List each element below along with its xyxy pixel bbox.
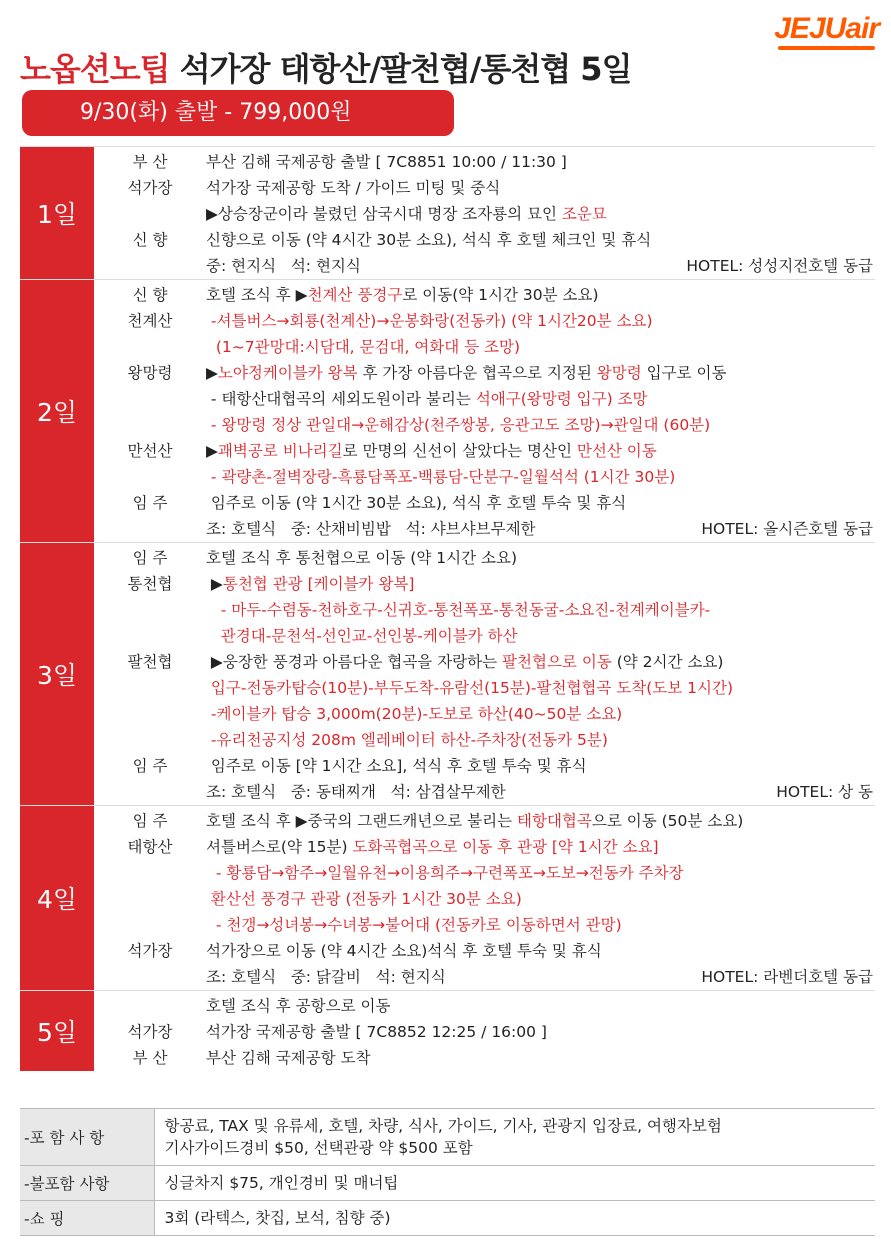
place-label [94, 412, 206, 438]
plain-text: - 태항산대협곡의 세외도원이라 불리는 [206, 390, 476, 408]
itinerary-line [94, 675, 875, 701]
place-label [94, 253, 206, 279]
line-text [206, 701, 875, 727]
itinerary-line [94, 438, 875, 464]
place-label [94, 993, 206, 1019]
plain-text: 조: 호텔식 중: 동태찌개 석: 삼겹살무제한 [206, 783, 506, 801]
itinerary-line [94, 412, 875, 438]
line-text [206, 623, 875, 649]
plain-text: 부산 김해 국제공항 도착 [206, 1049, 371, 1067]
line-text [206, 938, 875, 964]
line-text [206, 490, 875, 516]
line-text [206, 201, 875, 227]
line-text [206, 753, 875, 779]
plain-text: 호텔 조식 후 ▶중국의 그랜드캐년으로 불리는 [206, 812, 517, 830]
day-body [94, 543, 875, 805]
line-text [206, 1045, 875, 1071]
itinerary-line [94, 753, 875, 779]
itinerary-line [94, 597, 875, 623]
plain-text: ▶ [206, 575, 223, 593]
line-text [206, 886, 875, 912]
line-text [206, 1019, 875, 1045]
day-block [20, 146, 875, 279]
plain-text: ▶ [206, 442, 218, 460]
itinerary-line [94, 545, 875, 571]
place-label: 만선산 [127, 442, 173, 460]
plain-text: 임주로 이동 [약 1시간 소요], 석식 후 호텔 투숙 및 휴식 [206, 757, 587, 775]
line-text [206, 993, 875, 1019]
highlight-text: 괘벽공로 비나리길 [217, 442, 343, 460]
highlight-text: 석애구(왕망령 입구) 조망 [475, 390, 648, 408]
title-rest: 석가장 태항산/팔천협/통천협 5일 [179, 50, 632, 88]
highlight-text: 만선산 이동 [576, 442, 657, 460]
place-label [94, 912, 206, 938]
itinerary-line [94, 253, 875, 279]
day-block [20, 542, 875, 805]
place-label [94, 516, 206, 542]
place-label: 부 산 [132, 1049, 168, 1067]
place-label [94, 597, 206, 623]
itinerary-line [94, 860, 875, 886]
highlight-text: 환산선 풍경구 관광 (전동카 1시간 30분 소요) [206, 890, 522, 908]
info-key: -포 함 사 항 [20, 1109, 154, 1166]
spacer [506, 779, 777, 805]
hotel-name: HOTEL: 상 동 [776, 783, 873, 801]
place-label: 왕망령 [127, 364, 173, 382]
highlight-text: 태항대협곡 [517, 812, 592, 830]
plain-text: 중: 현지식 석: 현지식 [206, 257, 361, 275]
place-label: 임 주 [132, 812, 168, 830]
place-label [94, 727, 206, 753]
plain-text: 로 이동(약 1시간 30분 소요) [402, 286, 599, 304]
highlight-text: - 천갱→성녀봉→수녀봉→불어대 (전동카로 이동하면서 관망) [206, 916, 622, 934]
line-text [206, 597, 875, 623]
place-label [94, 623, 206, 649]
itinerary-line [94, 360, 875, 386]
itinerary-line [94, 964, 875, 990]
plain-text: 입구로 이동 [641, 364, 727, 382]
info-value [154, 1109, 875, 1166]
itinerary-line [94, 808, 875, 834]
plain-text: (약 2시간 소요) [611, 653, 724, 671]
info-table [20, 1108, 875, 1236]
itinerary-line [94, 834, 875, 860]
spacer [536, 516, 702, 542]
place-label: 임 주 [132, 494, 168, 512]
place-label [94, 779, 206, 805]
day-label: 5일 [20, 991, 94, 1071]
info-line: 기사가이드경비 $50, 선택관광 약 $500 포함 [164, 1139, 473, 1157]
line-text [206, 227, 875, 253]
line-text [206, 334, 875, 360]
plain-text: 호텔 조식 후 통천협으로 이동 (약 1시간 소요) [206, 549, 517, 567]
place-label: 태항산 [127, 838, 173, 856]
line-text [206, 649, 875, 675]
plain-text: 석가장 국제공항 출발 [ 7C8852 12:25 / 16:00 ] [206, 1023, 547, 1041]
itinerary-line [94, 308, 875, 334]
itinerary-line [94, 464, 875, 490]
line-text [206, 360, 875, 386]
line-text [206, 912, 875, 938]
highlight-text: 천계산 풍경구 [307, 286, 403, 304]
highlight-text: -케이블카 탑승 3,000m(20분)-도보로 하산(40~50분 소요) [206, 705, 623, 723]
place-label: 석가장 [127, 1023, 173, 1041]
info-line: 항공료, TAX 및 유류세, 호텔, 차량, 식사, 가이드, 기사, 관광지 입장료, 여행자보험 [164, 1117, 722, 1135]
line-text [206, 438, 875, 464]
itinerary-line [94, 727, 875, 753]
plain-text: 로 만명의 신선이 살았다는 명산인 [342, 442, 577, 460]
day-label: 4일 [20, 806, 94, 990]
place-label [94, 334, 206, 360]
highlight-text: - 왕망령 정상 관일대→운해감상(천주쌍봉, 응관고도 조망)→관일대 (60분) [206, 416, 711, 434]
place-label [94, 964, 206, 990]
info-line: 3회 (라텍스, 찻집, 보석, 침향 중) [164, 1209, 391, 1227]
line-text [206, 727, 875, 753]
hotel-name: HOTEL: 라벤더호텔 동급 [701, 968, 873, 986]
highlight-text: -셔틀버스→회룡(천계산)→운봉화랑(전동카) (약 1시간20분 소요) [206, 312, 653, 330]
line-text [206, 860, 875, 886]
day-label: 3일 [20, 543, 94, 805]
place-label [94, 886, 206, 912]
line-text [206, 386, 875, 412]
itinerary-line [94, 701, 875, 727]
itinerary-line [94, 779, 875, 805]
price-banner: 9/30(화) 출발 - 799,000원 [22, 90, 454, 136]
place-label [94, 386, 206, 412]
line-text [206, 253, 875, 279]
highlight-text: 노야정케이블카 왕복 [217, 364, 358, 382]
line-text [206, 412, 875, 438]
line-text [206, 675, 875, 701]
highlight-text: 관경대-문천석-선인교-선인봉-케이블카 하산 [206, 627, 518, 645]
plain-text: 조: 호텔식 중: 닭갈비 석: 현지식 [206, 968, 446, 986]
day-block [20, 279, 875, 542]
line-text [206, 834, 875, 860]
highlight-text: - 곽량촌-절벽장랑-흑룡담폭포-백룡담-단분구-일월석석 (1시간 30분) [206, 468, 676, 486]
plain-text: 후 가장 아름다운 협곡으로 지정된 [357, 364, 597, 382]
highlight-text: - 마두-수렴동-천하호구-신귀호-통천폭포-통천동굴-소요진-천계케이블카- [206, 601, 711, 619]
place-label: 천계산 [127, 312, 173, 330]
itinerary-line [94, 1019, 875, 1045]
plain-text: 호텔 조식 후 ▶ [206, 286, 308, 304]
day-body [94, 147, 875, 279]
place-label: 석가장 [127, 179, 173, 197]
itinerary-line [94, 993, 875, 1019]
line-text [206, 779, 875, 805]
plain-text: ▶상승장군이라 불렸던 삼국시대 명장 조자룡의 묘인 [206, 205, 562, 223]
title-highlight: 노옵션노팁 [20, 50, 170, 88]
line-text [206, 464, 875, 490]
place-label [94, 464, 206, 490]
line-text [206, 175, 875, 201]
highlight-text: 왕망령 [596, 364, 642, 382]
day-label: 2일 [20, 280, 94, 542]
plain-text: 으로 이동 (50분 소요) [591, 812, 744, 830]
itinerary-line [94, 386, 875, 412]
place-label: 임 주 [132, 549, 168, 567]
info-row [20, 1201, 875, 1236]
highlight-text: 도화곡협곡으로 이동 후 관광 [약 1시간 소요] [352, 838, 659, 856]
info-value [154, 1201, 875, 1236]
itinerary-line [94, 571, 875, 597]
line-text [206, 149, 875, 175]
itinerary-line [94, 938, 875, 964]
itinerary-line [94, 886, 875, 912]
hotel-name: HOTEL: 성성지전호텔 동급 [686, 257, 873, 275]
info-key: -불포함 사항 [20, 1166, 154, 1201]
info-value [154, 1166, 875, 1201]
line-text [206, 808, 875, 834]
plain-text: 석가장으로 이동 (약 4시간 소요)석식 후 호텔 투숙 및 휴식 [206, 942, 602, 960]
itinerary-line [94, 201, 875, 227]
itinerary-line [94, 649, 875, 675]
jejuair-logo [774, 12, 879, 46]
highlight-text: - 황룡담→함주→일월유천→이용희주→구련폭포→도보→전동카 주차장 [206, 864, 684, 882]
info-key: -쇼 핑 [20, 1201, 154, 1236]
place-label: 신 향 [132, 286, 168, 304]
hotel-name: HOTEL: 올시즌호텔 동급 [701, 520, 873, 538]
day-body [94, 991, 875, 1071]
spacer [446, 964, 702, 990]
highlight-text: 입구-전동카탑승(10분)-부두도착-유람선(15분)-팔천협협곡 도착(도보 1시간) [206, 679, 734, 697]
place-label [94, 201, 206, 227]
itinerary-line [94, 912, 875, 938]
info-row [20, 1166, 875, 1201]
itinerary-line [94, 516, 875, 542]
itinerary-line [94, 334, 875, 360]
logo-swoosh [778, 46, 875, 50]
place-label [94, 860, 206, 886]
itinerary-line [94, 490, 875, 516]
highlight-text: 팔천협으로 이동 [502, 653, 612, 671]
plain-text: 부산 김해 국제공항 출발 [ 7C8851 10:00 / 11:30 ] [206, 153, 567, 171]
itinerary-line [94, 282, 875, 308]
highlight-text: 통천협 관광 [케이블카 왕복] [222, 575, 415, 593]
itinerary-line [94, 623, 875, 649]
itinerary-line [94, 149, 875, 175]
place-label: 신 향 [132, 231, 168, 249]
plain-text: 신향으로 이동 (약 4시간 30분 소요), 석식 후 호텔 체크인 및 휴식 [206, 231, 652, 249]
day-label: 1일 [20, 147, 94, 279]
info-row [20, 1109, 875, 1166]
place-label: 임 주 [132, 757, 168, 775]
day-body [94, 280, 875, 542]
spacer [361, 253, 687, 279]
plain-text: 셔틀버스로(약 15분) [206, 838, 353, 856]
highlight-text: 조운묘 [561, 205, 607, 223]
plain-text: 호텔 조식 후 공항으로 이동 [206, 997, 391, 1015]
day-block [20, 805, 875, 990]
itinerary-line [94, 227, 875, 253]
line-text [206, 308, 875, 334]
line-text [206, 282, 875, 308]
day-block [20, 990, 875, 1071]
plain-text: 석가장 국제공항 도착 / 가이드 미팅 및 중식 [206, 179, 501, 197]
place-label [94, 675, 206, 701]
page-title [20, 44, 631, 90]
highlight-text: (1~7관망대:시담대, 문검대, 여화대 등 조망) [206, 338, 521, 356]
line-text [206, 571, 875, 597]
place-label: 부 산 [132, 153, 168, 171]
logo-text: JEJUair [774, 12, 879, 45]
place-label: 팔천협 [127, 653, 173, 671]
plain-text: ▶웅장한 풍경과 아름다운 협곡을 자랑하는 [206, 653, 503, 671]
itinerary [20, 146, 875, 1071]
place-label [94, 701, 206, 727]
line-text [206, 545, 875, 571]
info-line: 싱글차지 $75, 개인경비 및 매너팁 [164, 1174, 399, 1192]
day-body [94, 806, 875, 990]
place-label: 통천협 [127, 575, 173, 593]
plain-text: 조: 호텔식 중: 산채비빔밥 석: 샤브샤브무제한 [206, 520, 536, 538]
plain-text: 임주로 이동 (약 1시간 30분 소요), 석식 후 호텔 투숙 및 휴식 [206, 494, 627, 512]
line-text [206, 516, 875, 542]
itinerary-line [94, 1045, 875, 1071]
itinerary-line [94, 175, 875, 201]
place-label: 석가장 [127, 942, 173, 960]
plain-text: ▶ [206, 364, 218, 382]
line-text [206, 964, 875, 990]
highlight-text: -유리천공지성 208m 엘레베이터 하산-주차장(전동카 5분) [206, 731, 608, 749]
